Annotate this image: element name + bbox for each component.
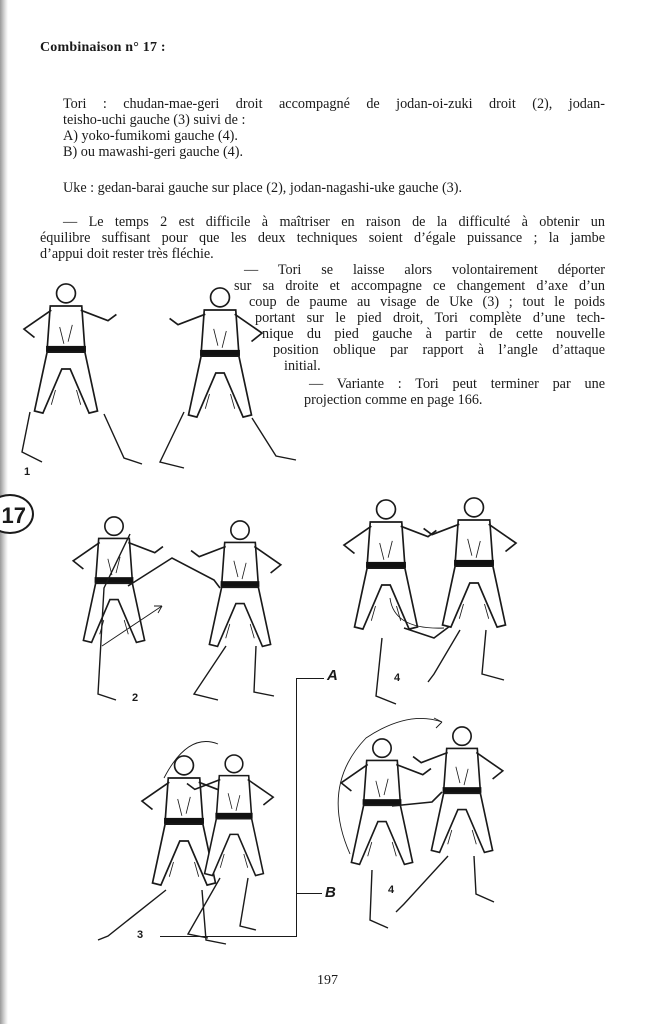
figure-number-2: 2 <box>132 692 139 704</box>
illustration-fig-4b <box>312 706 512 941</box>
wrapped-line-5: nique du pied gauche à partir de cette nouvelle <box>262 326 605 342</box>
combination-heading: Combinaison n° 17 : <box>40 40 166 55</box>
wrapped-line-6: position oblique par rapport à l’angle d’attaque <box>273 342 605 358</box>
illustration-fig-1 <box>8 262 298 477</box>
uke-line: Uke : gedan-barai gauche sur place (2), jodan-nagashi-uke gauche (3). <box>63 180 463 196</box>
figure-number-3: 3 <box>137 929 144 941</box>
figure-number-4b: 4 <box>388 884 395 896</box>
branch-tick-a <box>296 678 324 679</box>
wrapped-line-1: — Tori se laisse alors volontairement déporter <box>244 262 605 278</box>
variante-line-2: projection comme en page 166. <box>304 392 483 408</box>
illustration-fig-2 <box>42 496 292 711</box>
illustration-fig-3 <box>88 730 288 960</box>
paragraph-line-1: — Le temps 2 est difficile à maîtriser en raison de la difficulté à obtenir un <box>63 214 605 230</box>
variante-line-1: — Variante : Tori peut terminer par une <box>309 376 605 392</box>
wrapped-line-2: sur sa droite et accompagne ce changement d’axe d’un <box>234 278 605 294</box>
combination-badge: 17 <box>0 494 34 534</box>
paragraph-line-2: équilibre suffisant pour que les deux techniques soient d’égale puissance ; la jambe <box>40 230 605 246</box>
page-number: 197 <box>317 973 338 988</box>
tori-line-2: teisho-uchi gauche (3) suivi de : <box>63 112 246 128</box>
branch-label-a: A <box>327 667 338 684</box>
figure-number-1: 1 <box>24 466 31 478</box>
illustration-fig-4a <box>324 478 524 713</box>
tori-option-a: A) yoko-fumikomi gauche (4). <box>63 128 238 144</box>
branch-label-b: B <box>325 884 336 901</box>
branch-bracket <box>296 678 297 936</box>
figure-number-4a: 4 <box>394 672 401 684</box>
wrapped-line-7: initial. <box>284 358 321 374</box>
tori-line-1: Tori : chudan-mae-geri droit accompagné de jodan-oi-zuki droit (2), jodan- <box>63 96 605 112</box>
paragraph-line-3: d’appui doit rester très fléchie. <box>40 246 214 262</box>
wrapped-line-3: coup de paume au visage de Uke (3) ; tout le poids <box>249 294 605 310</box>
tori-option-b: B) ou mawashi-geri gauche (4). <box>63 144 244 160</box>
wrapped-line-4: portant sur le pied droit, Tori complète d’une tech- <box>255 310 605 326</box>
